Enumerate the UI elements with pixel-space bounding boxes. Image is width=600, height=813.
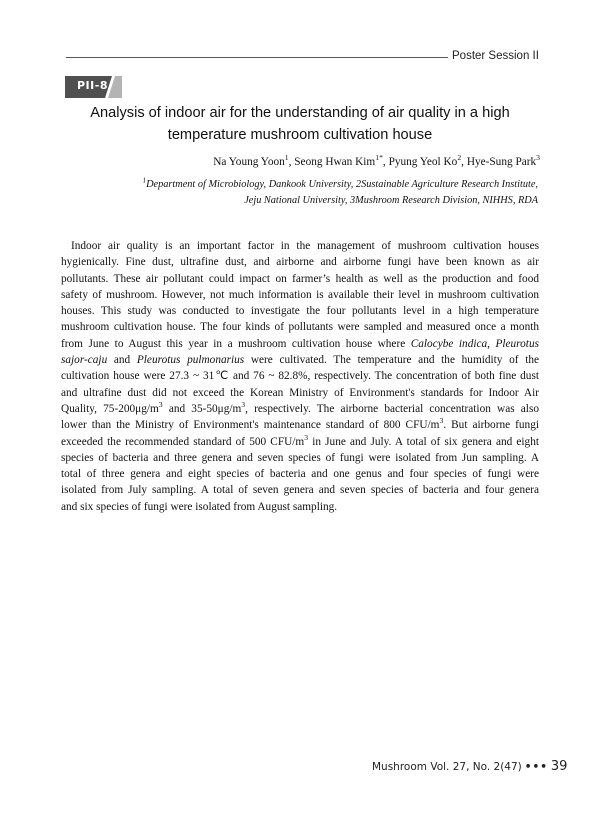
text-run: lower than the Ministry of Environment's maintenance standard of 800 CFU/m	[61, 419, 440, 432]
page-number: 39	[550, 759, 568, 774]
author-list: Na Young Yoon$^1$, Seong Hwan Kim$^{1*}$, Pyung Yeol Ko$^2$, Hye-Sung Park$^3$	[213, 153, 540, 168]
species-name: Pleurotus pulmonarius	[136, 354, 245, 367]
abstract-line: pollutants. These air pollutant could impact on farmer’s health as well as the production and food	[61, 272, 539, 285]
page-footer	[372, 759, 567, 774]
abstract-line	[61, 434, 539, 450]
text-run: and	[107, 354, 137, 367]
author-3-affil: 2	[457, 153, 462, 163]
abstract-line	[61, 336, 539, 352]
text-run: were cultivated. The temperature and the humidity of the	[244, 354, 539, 367]
author-2: Seong Hwan Kim	[294, 156, 376, 168]
author-1-affil: 1	[284, 153, 289, 163]
abstract-line: and six species of fungi were isolated from August sampling.	[61, 500, 338, 513]
text-run: ,	[487, 337, 496, 350]
poster-id-tag	[65, 76, 122, 98]
affiliation-sup: 1	[142, 176, 147, 185]
abstract-line: Indoor air quality is an important factor in the management of mushroom cultivation houses	[71, 240, 539, 252]
text-run: and 35-50μg/m	[162, 402, 242, 415]
author-3: Pyung Yeol Ko	[388, 156, 458, 168]
species-name: Calocybe indica	[410, 337, 488, 350]
abstract-line: and ultrafine dust did not exceed the Korean Ministry of Environment's standards for Indoor Air	[61, 386, 539, 399]
text-run: exceeded the recommended standard of 500 CFU/m	[61, 435, 305, 448]
session-label: Poster Session II	[452, 50, 539, 62]
abstract-line: cultivation house were 27.3 ~ 31℃ and 76 ~ 82.8%, respectively. The concentration of both fine dust	[61, 370, 539, 383]
abstract-line: mushroom cultivation house. The four kinds of pollutants were sampled and measured once a month	[61, 321, 539, 334]
author-4-affil: 3	[536, 153, 540, 163]
abstract-line: houses. This study was conducted to investigate the four pollutants level in a high temperature	[61, 305, 539, 318]
species-name: sajor-caju	[61, 354, 108, 367]
title-line-1: Analysis of indoor air for the understanding of air quality in a high	[90, 105, 510, 121]
author-2-affil: 1*	[375, 153, 383, 163]
text-run: . But airborne fungi	[443, 419, 539, 432]
superscript: 3	[158, 400, 163, 410]
affiliation-line-1	[90, 177, 538, 193]
text-run: Quality, 75-200μg/m	[61, 402, 159, 415]
abstract-line	[61, 352, 539, 368]
superscript: 3	[241, 400, 246, 410]
superscript: 3	[439, 417, 444, 426]
abstract-title	[70, 102, 530, 146]
header-rule	[66, 57, 448, 58]
text-run: in June and July. A total of six genera and eight	[308, 435, 539, 448]
text-run: , respectively. The airborne bacterial concentration was also	[245, 402, 539, 415]
journal-citation: Mushroom Vol. 27, No. 2(47)	[372, 761, 522, 773]
abstract-body	[61, 238, 539, 515]
abstract-line: total of three genera and eight species of bacteria and one genus and four species of fungi were	[61, 468, 539, 481]
poster-id-label: PII-8	[77, 79, 108, 92]
species-name: Pleurotus	[495, 337, 539, 350]
footer-dots: •••	[524, 761, 548, 773]
author-1: Na Young Yoon	[213, 156, 285, 168]
text-run: from June to August this year in a mushroom cultivation house where	[61, 337, 411, 350]
affiliation-line-2: Jeju National University, 3Mushroom Research Division, NIHHS, RDA	[244, 194, 538, 206]
abstract-line: safety of mushroom. However, not much information is available their level in mushroom cultivation	[61, 288, 539, 301]
abstract-line	[61, 401, 539, 417]
affiliations	[90, 177, 538, 208]
author-4: Hye-Sung Park	[466, 156, 537, 168]
affiliation-text-1: Department of Microbiology, Dankook University, 2Sustainable Agriculture Research Institute,	[146, 179, 538, 190]
abstract-line: species of bacteria and three genera and seven species of fungi were isolated from Jun sampling. A	[61, 451, 539, 464]
superscript: 3	[304, 433, 309, 442]
abstract-line: isolated from July sampling. A total of seven genera and seven species of bacteria and four genera	[61, 484, 539, 497]
title-line-2: temperature mushroom cultivation house	[167, 127, 433, 143]
abstract-line	[61, 417, 539, 433]
abstract-line: hygienically. Fine dust, ultrafine dust, and airborne and airborne fungi have been known as air	[61, 256, 539, 269]
